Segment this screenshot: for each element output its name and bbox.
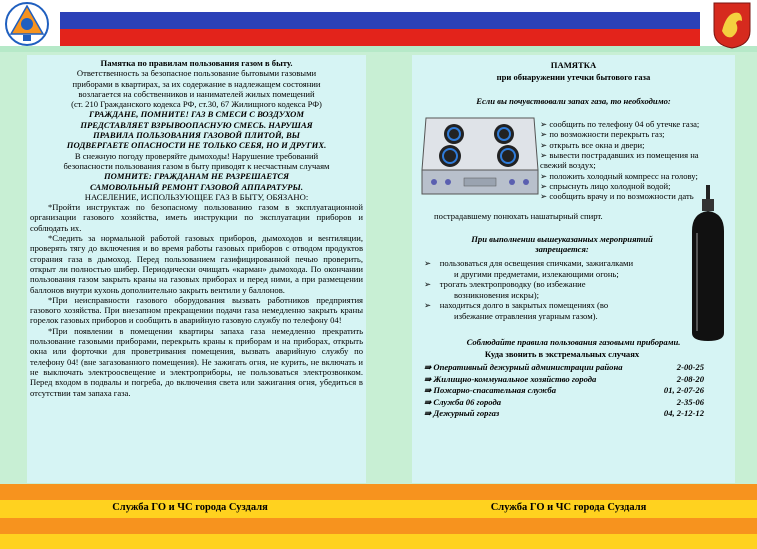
suzdal-coat-of-arms-icon xyxy=(712,1,752,49)
gas-cylinder-icon xyxy=(688,183,728,343)
forbidden-heading: запрещается: xyxy=(535,244,589,254)
mchs-emblem-icon xyxy=(2,1,52,47)
warning-line: ПРЕДСТАВЛЯЕТ ВЗРЫВООПАСНУЮ СМЕСЬ. НАРУШАЯ xyxy=(80,119,313,130)
phone-row xyxy=(424,408,704,419)
right-subtitle: при обнаружении утечки бытового газа xyxy=(496,72,651,82)
double-arrow-icon: ⇛ xyxy=(424,362,434,372)
forbidden-item: возникновения искры); xyxy=(454,289,539,300)
obliged-heading: НАСЕЛЕНИЕ, ИСПОЛЬЗУЮЩЕЕ ГАЗ В БЫТУ, ОБЯЗАНО: xyxy=(84,191,309,202)
phone-service: Жилищно-коммунальное хозяйство города xyxy=(433,373,597,384)
footer-band-orange xyxy=(0,484,757,500)
right-title: ПАМЯТКА xyxy=(550,60,597,70)
phone-service: Пожарно-спасательная служба xyxy=(433,385,557,395)
triangle-bullet-icon: ➢ xyxy=(424,258,440,268)
phone-number: 2-08-20 xyxy=(676,373,704,384)
triangle-bullet-icon: ➢ xyxy=(424,279,440,289)
remember-line: САМОВОЛЬНЫЙ РЕМОНТ ГАЗОВОЙ АППАРАТУРЫ. xyxy=(90,181,303,192)
phone-row xyxy=(424,385,704,396)
phone-service: Оперативный дежурный администрации района xyxy=(433,362,623,372)
forbidden-item: и другими предметами, излекающими огонь; xyxy=(454,268,619,279)
warning-line: ГРАЖДАНЕ, ПОМНИТЕ! ГАЗ В СМЕСИ С ВОЗДУХОМ xyxy=(88,109,304,120)
where-call-heading: Куда звонить в экстремальных случаях xyxy=(484,349,640,359)
remember-line: ПОМНИТЕ: ГРАЖДАНАМ НЕ РАЗРЕШАЕТСЯ xyxy=(103,171,290,182)
intro-line: возлагается на собственников и нанимателей жилых помещений xyxy=(78,88,315,99)
double-arrow-icon: ⇛ xyxy=(424,408,434,418)
step-item: свежий воздух; xyxy=(540,160,596,171)
arrowhead-bullet-icon: ➢ xyxy=(540,180,550,191)
step-item: пострадавшему понюхать нашатырный спирт. xyxy=(434,211,603,221)
step-item: сообщить по телефону 04 об утечке газа; xyxy=(549,119,700,129)
arrowhead-bullet-icon: ➢ xyxy=(540,149,550,160)
footer-band-yellow xyxy=(0,534,757,549)
warning-line: ПОДВЕРГАЕТЕ ОПАСНОСТИ НЕ ТОЛЬКО СЕБЯ, НО И ДРУГИХ. xyxy=(66,140,327,151)
step-item: по возможности перекрыть газ; xyxy=(549,129,665,140)
phone-number: 04, 2-12-12 xyxy=(663,408,704,418)
gas-stove-icon xyxy=(420,110,540,196)
left-title: Памятка по правилам пользования газом в быту. xyxy=(100,58,293,68)
step-item: открыть все окна и двери; xyxy=(549,139,645,150)
forbidden-item: избежание отравления угарным газом). xyxy=(454,310,598,321)
intro-line: (ст. 210 Гражданского кодекса РФ, ст.30, 67 Жилищного кодекса РФ) xyxy=(71,99,322,110)
chimney-line: безопасности пользования газом в быту приводят к несчастным случаям xyxy=(63,160,330,171)
phone-number: 01, 2-07-26 xyxy=(663,385,704,395)
step-item: положить холодный компресс на голову; xyxy=(549,170,698,181)
forbidden-item: находиться долго в закрытых помещениях (во xyxy=(439,300,609,310)
forbidden-item: трогать электропроводку (во избежание xyxy=(439,279,586,289)
footer-right-label: Служба ГО и ЧС города Суздаля xyxy=(490,502,647,513)
duty-paragraph: *Пройти инструктаж по безопасному пользованию газом в эксплуатационной организации газового хозяйства, иметь инструкции по эксплуатации приборов и соблюдать их. xyxy=(30,202,363,233)
phone-row xyxy=(424,362,704,373)
step-item: вывести пострадавших из помещения на xyxy=(549,149,699,160)
arrowhead-bullet-icon: ➢ xyxy=(540,139,550,150)
step-item: сообщить врачу и по возможности дать xyxy=(549,191,694,202)
forbidden-heading: При выполнении вышеуказанных мероприятий xyxy=(471,234,653,244)
flag-blue-stripe xyxy=(60,12,700,29)
double-arrow-icon: ⇛ xyxy=(424,396,434,407)
arrowhead-bullet-icon: ➢ xyxy=(540,119,550,129)
flag-white-stripe xyxy=(60,0,700,12)
phone-number: 2-35-06 xyxy=(676,396,704,407)
phone-row xyxy=(424,397,704,408)
observe-rules: Соблюдайте правила пользования газовыми приборами. xyxy=(466,337,681,347)
forbidden-item: пользоваться для освещения спичками, зажигалками xyxy=(439,258,634,268)
phone-service: Служба 06 города xyxy=(433,396,502,407)
footer-left-label: Служба ГО и ЧС города Суздаля xyxy=(112,502,268,513)
arrowhead-bullet-icon: ➢ xyxy=(540,191,550,202)
arrowhead-bullet-icon: ➢ xyxy=(540,170,550,181)
chimney-line: В снежную погоду проверяйте дымоходы! Нарушение требований xyxy=(74,150,319,161)
double-arrow-icon: ⇛ xyxy=(424,385,434,395)
step-item: спрыснуть лицо холодной водой; xyxy=(549,180,671,191)
if-smell-heading: Если вы почувствовали запах газа, то необходимо: xyxy=(476,96,671,106)
duty-paragraph: *При появлении в помещении квартиры запаха газа немедленно прекратить пользование газовыми приборами, перекрыть краны к приборам и на приборах, открыть окна или форточки для проветривания помещения, вызвать аварийную службу по телефону 04! (вне загазованного помещения). Не зажигать огня, не курить, не включать и не выключать электроосвещение и электроприборы, не пользоваться электрозвонком. Перед входом в подвалы и погреба, до включения света или зажигания огня, убедиться в отсутствии там запаха газа. xyxy=(30,325,363,398)
flag-red-stripe xyxy=(60,29,700,46)
phone-service: Дежурный горгаз xyxy=(433,408,500,418)
warning-line: ПРАВИЛА ПОЛЬЗОВАНИЯ ГАЗОВОЙ ПЛИТОЙ, ВЫ xyxy=(92,130,301,141)
phone-row xyxy=(424,374,704,385)
intro-line: Ответственность за безопасное пользование бытовыми газовыми xyxy=(76,68,317,79)
duty-paragraph: *При неисправности газового оборудования вызвать работников предприятия газового хозяйства. При внезапном прекращении подачи газа немедленно закрыть краны горелок газовых приборов и сообщить в аварийную газовую службу по телефону 04! xyxy=(30,294,363,326)
arrowhead-bullet-icon: ➢ xyxy=(540,129,550,140)
phone-number: 2-00-25 xyxy=(676,362,704,372)
double-arrow-icon: ⇛ xyxy=(424,373,434,384)
intro-line: приборами в квартирах, за их содержание в надлежащем состоянии xyxy=(72,78,321,89)
triangle-bullet-icon: ➢ xyxy=(424,300,440,310)
duty-paragraph: *Следить за нормальной работой газовых приборов, дымоходов и вентиляции, проверять тягу до включения и во время работы газовых приборов с отводом продуктов сгорания газа в дымоход. Перед пользованием газифицированной печью проверить, открыт ли полностью шибер. Периодически очищать «карман» дымохода. По окончании пользования газом закрыть краны на газовых приборах и перед ними, а при размещении баллонов внутри кухонь дополнительно закрыть вентили у баллонов. xyxy=(30,233,363,295)
footer-band-orange xyxy=(0,518,757,534)
